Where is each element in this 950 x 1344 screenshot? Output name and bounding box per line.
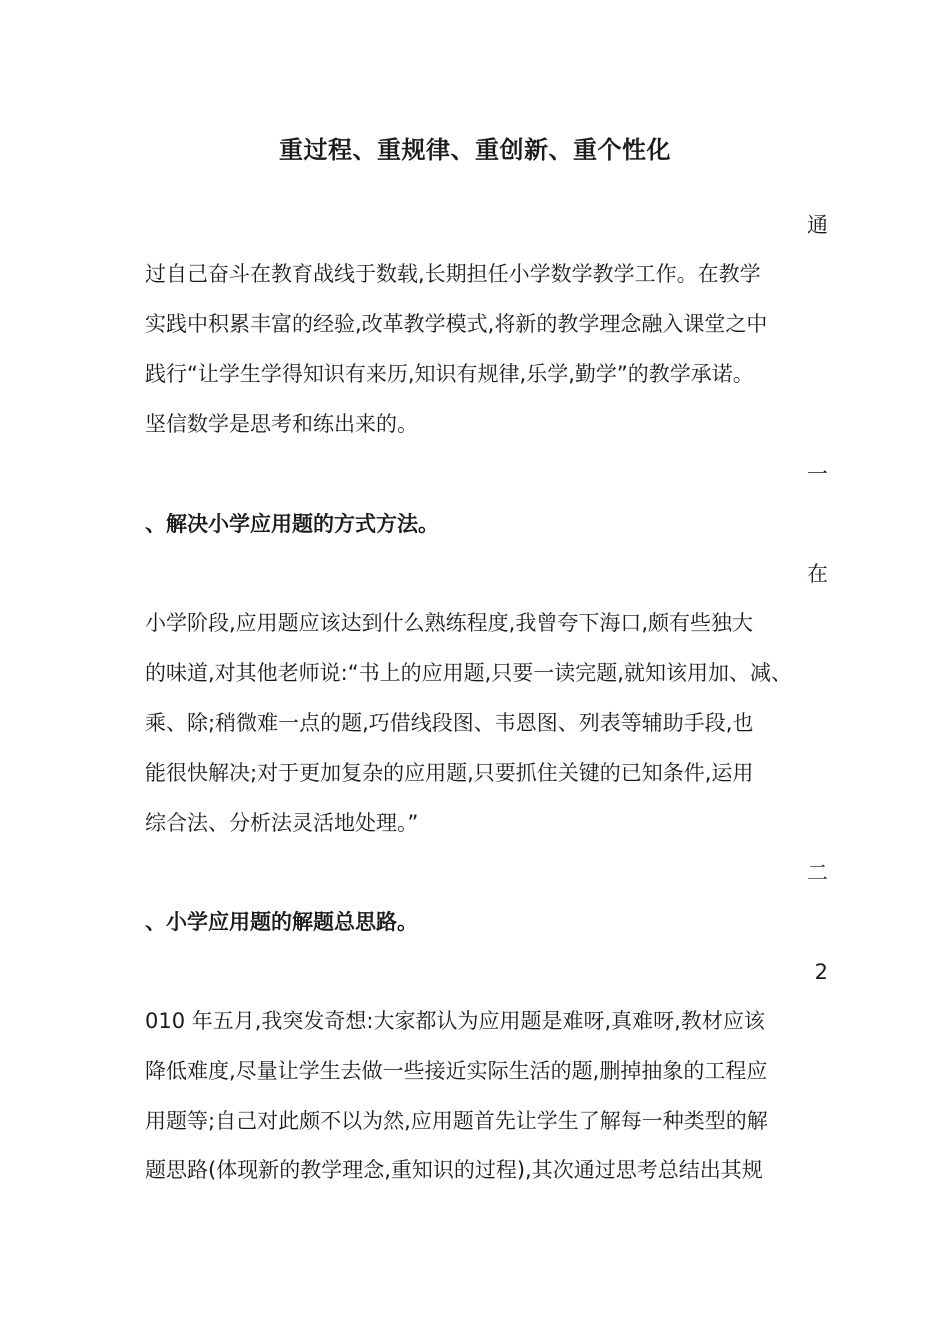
paragraph-line: 综合法、分析法灵活地处理。” xyxy=(145,811,419,835)
section2-lead-char: 2 xyxy=(814,960,828,984)
paragraph-line: 010 年五月,我突发奇想:大家都认为应用题是难呀,真难呀,教材应该 xyxy=(145,1009,765,1033)
paragraph-line: 坚信数学是思考和练出来的。 xyxy=(145,412,418,436)
intro-lead-char: 通 xyxy=(807,213,828,237)
section1-lead-char: 在 xyxy=(807,562,828,586)
paragraph-line: 能很快解决;对于更加复杂的应用题,只要抓住关键的已知条件,运用 xyxy=(145,761,754,785)
paragraph-line: 用题等;自己对此颇不以为然,应用题首先让学生了解每一种类型的解 xyxy=(145,1109,768,1133)
section2-number: 二 xyxy=(807,861,828,885)
section1-number: 一 xyxy=(807,462,828,486)
paragraph-line: 降低难度,尽量让学生去做一些接近实际生活的题,删掉抽象的工程应 xyxy=(145,1059,768,1083)
paragraph-line: 过自己奋斗在教育战线于数载,长期担任小学数学教学工作。在教学 xyxy=(145,262,761,286)
document-title: 重过程、重规律、重创新、重个性化 xyxy=(279,136,671,164)
paragraph-line: 的味道,对其他老师说:“书上的应用题,只要一读完题,就知该用加、减、 xyxy=(145,661,792,685)
section2-heading: 、小学应用题的解题总思路。 xyxy=(145,910,418,934)
paragraph-line: 小学阶段,应用题应该达到什么熟练程度,我曾夸下海口,颇有些独大 xyxy=(145,611,754,635)
paragraph-line: 题思路(体现新的教学理念,重知识的过程),其次通过思考总结出其规 xyxy=(145,1158,763,1182)
paragraph-line: 践行“让学生学得知识有来历,知识有规律,乐学,勤学”的教学承诺。 xyxy=(145,362,754,386)
paragraph-line: 乘、除;稍微难一点的题,巧借线段图、韦恩图、列表等辅助手段,也 xyxy=(145,711,754,735)
section1-heading: 、解决小学应用题的方式方法。 xyxy=(145,512,439,536)
paragraph-line: 实践中积累丰富的经验,改革教学模式,将新的教学理念融入课堂之中 xyxy=(145,312,768,336)
